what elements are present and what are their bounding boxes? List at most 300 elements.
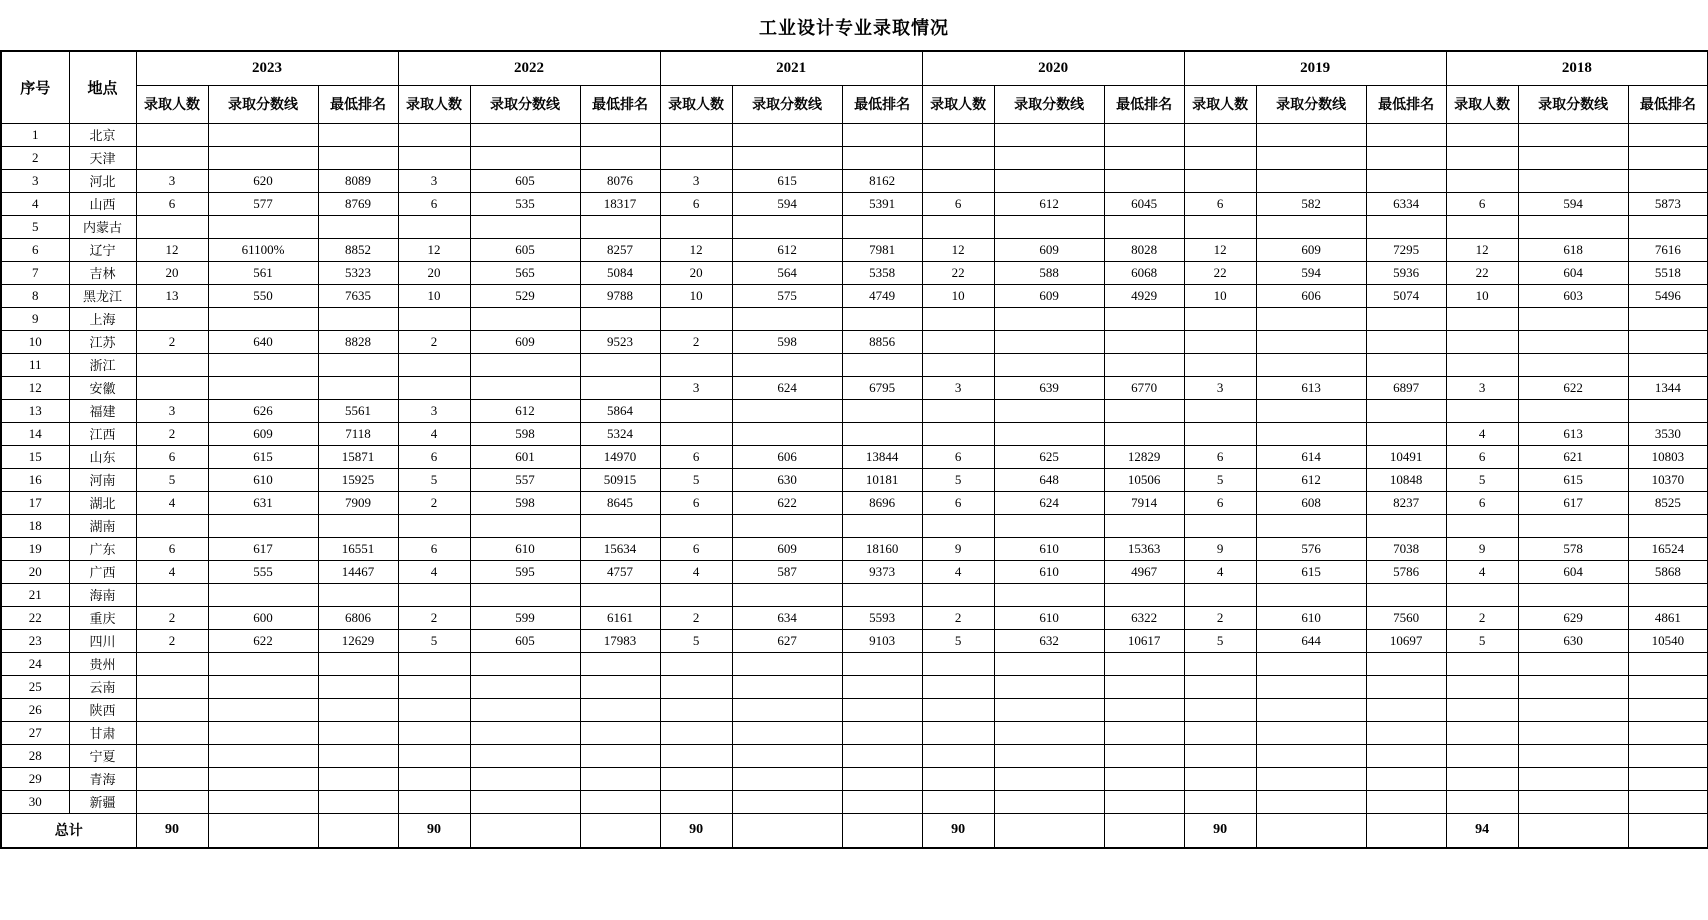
data-cell: 2: [136, 330, 208, 353]
data-cell: [580, 675, 660, 698]
data-cell: [1628, 307, 1708, 330]
row-location: 湖北: [69, 491, 136, 514]
data-cell: [1256, 146, 1366, 169]
data-cell: [1446, 514, 1518, 537]
data-cell: 13: [136, 284, 208, 307]
data-cell: 605: [470, 169, 580, 192]
table-row: [1, 721, 1708, 744]
data-cell: 6770: [1104, 376, 1184, 399]
data-cell: 648: [994, 468, 1104, 491]
data-cell: [1446, 169, 1518, 192]
subheader: 录取人数: [1184, 85, 1256, 123]
data-cell: [1628, 353, 1708, 376]
data-cell: [660, 652, 732, 675]
data-cell: [732, 721, 842, 744]
data-cell: [842, 721, 922, 744]
data-cell: [208, 583, 318, 606]
totals-cell: [1256, 813, 1366, 848]
row-location: 广东: [69, 537, 136, 560]
data-cell: [842, 146, 922, 169]
data-cell: 22: [922, 261, 994, 284]
data-cell: [1184, 721, 1256, 744]
data-cell: [1256, 307, 1366, 330]
data-cell: [1628, 215, 1708, 238]
data-cell: 6045: [1104, 192, 1184, 215]
data-cell: 613: [1518, 422, 1628, 445]
data-cell: [1446, 675, 1518, 698]
data-cell: 4757: [580, 560, 660, 583]
data-cell: 612: [1256, 468, 1366, 491]
data-cell: 22: [1446, 261, 1518, 284]
table-row: [1, 123, 1708, 146]
data-cell: [994, 721, 1104, 744]
data-cell: 6: [1184, 445, 1256, 468]
data-cell: 18317: [580, 192, 660, 215]
data-cell: [208, 744, 318, 767]
data-cell: 535: [470, 192, 580, 215]
data-cell: [1518, 123, 1628, 146]
data-cell: 6: [136, 192, 208, 215]
row-location: 云南: [69, 675, 136, 698]
subheader: 最低排名: [318, 85, 398, 123]
data-cell: [1628, 744, 1708, 767]
data-cell: [842, 698, 922, 721]
data-cell: [922, 422, 994, 445]
data-cell: 5873: [1628, 192, 1708, 215]
row-location: 青海: [69, 767, 136, 790]
data-cell: [994, 146, 1104, 169]
data-cell: [470, 698, 580, 721]
data-cell: 561: [208, 261, 318, 284]
totals-cell: [580, 813, 660, 848]
data-cell: [318, 514, 398, 537]
data-cell: 7038: [1366, 537, 1446, 560]
data-cell: [318, 652, 398, 675]
data-cell: [1628, 514, 1708, 537]
data-cell: 6: [922, 445, 994, 468]
row-index: 7: [1, 261, 69, 284]
data-cell: [470, 721, 580, 744]
data-cell: 644: [1256, 629, 1366, 652]
data-cell: [580, 123, 660, 146]
data-cell: 2: [660, 606, 732, 629]
row-location: 黑龙江: [69, 284, 136, 307]
totals-cell: [1366, 813, 1446, 848]
data-cell: [1628, 330, 1708, 353]
data-cell: [732, 123, 842, 146]
data-cell: [318, 721, 398, 744]
data-cell: [842, 399, 922, 422]
data-cell: [136, 307, 208, 330]
data-cell: [1446, 721, 1518, 744]
data-cell: [1366, 146, 1446, 169]
data-cell: [1366, 422, 1446, 445]
data-cell: [136, 215, 208, 238]
row-index: 10: [1, 330, 69, 353]
data-cell: 3: [1446, 376, 1518, 399]
data-cell: [1366, 123, 1446, 146]
data-cell: [1184, 422, 1256, 445]
row-index: 17: [1, 491, 69, 514]
data-cell: [1446, 146, 1518, 169]
data-cell: [732, 583, 842, 606]
data-cell: [1104, 399, 1184, 422]
data-cell: [994, 652, 1104, 675]
data-cell: [318, 376, 398, 399]
row-index: 11: [1, 353, 69, 376]
data-cell: 4: [136, 491, 208, 514]
data-cell: 601: [470, 445, 580, 468]
data-cell: 605: [470, 629, 580, 652]
data-cell: [398, 652, 470, 675]
data-cell: [922, 744, 994, 767]
data-cell: 550: [208, 284, 318, 307]
data-cell: 22: [1184, 261, 1256, 284]
data-cell: 595: [470, 560, 580, 583]
data-cell: 575: [732, 284, 842, 307]
data-cell: 10: [398, 284, 470, 307]
data-cell: 6: [922, 192, 994, 215]
data-cell: [1104, 698, 1184, 721]
row-location: 河北: [69, 169, 136, 192]
data-cell: 6: [660, 445, 732, 468]
data-cell: 608: [1256, 491, 1366, 514]
data-cell: 5: [1446, 468, 1518, 491]
data-cell: [1256, 330, 1366, 353]
data-cell: [1446, 399, 1518, 422]
data-cell: 632: [994, 629, 1104, 652]
data-cell: 10848: [1366, 468, 1446, 491]
year-header-2019: 2019: [1184, 51, 1446, 85]
row-location: 湖南: [69, 514, 136, 537]
data-cell: 3: [660, 169, 732, 192]
data-cell: 3: [922, 376, 994, 399]
data-cell: [1518, 675, 1628, 698]
data-cell: 3: [660, 376, 732, 399]
data-cell: 610: [470, 537, 580, 560]
data-cell: 10540: [1628, 629, 1708, 652]
data-cell: [470, 675, 580, 698]
data-cell: [398, 767, 470, 790]
row-location: 江西: [69, 422, 136, 445]
data-cell: 5868: [1628, 560, 1708, 583]
subheader: 最低排名: [1628, 85, 1708, 123]
data-cell: 624: [994, 491, 1104, 514]
data-cell: [732, 744, 842, 767]
data-cell: [1104, 675, 1184, 698]
data-cell: [1256, 353, 1366, 376]
data-cell: [922, 698, 994, 721]
subheader: 最低排名: [842, 85, 922, 123]
data-cell: 6: [398, 537, 470, 560]
row-index: 16: [1, 468, 69, 491]
data-cell: 10803: [1628, 445, 1708, 468]
data-cell: [1256, 767, 1366, 790]
data-cell: [470, 583, 580, 606]
data-cell: 630: [1518, 629, 1628, 652]
data-cell: [842, 123, 922, 146]
data-cell: 15634: [580, 537, 660, 560]
data-cell: [580, 215, 660, 238]
data-cell: 625: [994, 445, 1104, 468]
data-cell: [318, 123, 398, 146]
data-cell: 564: [732, 261, 842, 284]
data-cell: [1256, 399, 1366, 422]
row-location: 吉林: [69, 261, 136, 284]
data-cell: [1256, 583, 1366, 606]
data-cell: [842, 422, 922, 445]
row-location: 重庆: [69, 606, 136, 629]
table-row: [1, 330, 1708, 353]
row-location: 山东: [69, 445, 136, 468]
data-cell: [1366, 744, 1446, 767]
data-cell: [1518, 767, 1628, 790]
data-cell: 4967: [1104, 560, 1184, 583]
data-cell: [1518, 353, 1628, 376]
data-cell: [732, 146, 842, 169]
table-row: [1, 399, 1708, 422]
data-cell: 5: [922, 629, 994, 652]
data-cell: [208, 767, 318, 790]
row-index: 26: [1, 698, 69, 721]
data-cell: [398, 307, 470, 330]
data-cell: [660, 767, 732, 790]
row-index: 8: [1, 284, 69, 307]
data-cell: 10617: [1104, 629, 1184, 652]
data-cell: 10506: [1104, 468, 1184, 491]
data-cell: 606: [732, 445, 842, 468]
data-cell: [1366, 514, 1446, 537]
data-cell: [994, 307, 1104, 330]
data-cell: [1104, 721, 1184, 744]
data-cell: [1256, 652, 1366, 675]
data-cell: [660, 698, 732, 721]
row-index: 18: [1, 514, 69, 537]
data-cell: [1366, 583, 1446, 606]
row-location: 宁夏: [69, 744, 136, 767]
data-cell: [922, 330, 994, 353]
data-cell: 6897: [1366, 376, 1446, 399]
data-cell: 631: [208, 491, 318, 514]
data-cell: [994, 583, 1104, 606]
data-cell: 615: [732, 169, 842, 192]
data-cell: 18160: [842, 537, 922, 560]
data-cell: [1184, 123, 1256, 146]
data-cell: [318, 307, 398, 330]
data-cell: [842, 790, 922, 813]
data-cell: [732, 652, 842, 675]
data-cell: 610: [994, 537, 1104, 560]
data-cell: 5: [1184, 468, 1256, 491]
data-cell: [1446, 330, 1518, 353]
data-cell: [1104, 652, 1184, 675]
data-cell: 5864: [580, 399, 660, 422]
subheader: 录取人数: [922, 85, 994, 123]
data-cell: [1628, 146, 1708, 169]
data-cell: 622: [732, 491, 842, 514]
subheader: 录取分数线: [470, 85, 580, 123]
data-cell: [994, 767, 1104, 790]
admissions-table: [0, 50, 1708, 849]
data-cell: [1446, 698, 1518, 721]
data-cell: 4: [1446, 422, 1518, 445]
data-cell: 12: [136, 238, 208, 261]
data-cell: [398, 583, 470, 606]
data-cell: 2: [136, 629, 208, 652]
data-cell: 609: [470, 330, 580, 353]
subheader: 录取分数线: [1518, 85, 1628, 123]
row-index: 12: [1, 376, 69, 399]
data-cell: 639: [994, 376, 1104, 399]
subheader: 录取分数线: [208, 85, 318, 123]
data-cell: [1518, 514, 1628, 537]
data-cell: 598: [470, 491, 580, 514]
data-cell: 5391: [842, 192, 922, 215]
data-cell: [318, 698, 398, 721]
table-row: [1, 422, 1708, 445]
table-body: [1, 123, 1708, 813]
row-index: 21: [1, 583, 69, 606]
data-cell: 615: [1256, 560, 1366, 583]
data-cell: [1256, 514, 1366, 537]
data-cell: [318, 146, 398, 169]
data-cell: 2: [136, 422, 208, 445]
subheader: 录取人数: [1446, 85, 1518, 123]
data-cell: 5: [398, 468, 470, 491]
data-cell: [1628, 399, 1708, 422]
data-cell: 4: [922, 560, 994, 583]
data-cell: 603: [1518, 284, 1628, 307]
table-row: [1, 491, 1708, 514]
data-cell: [136, 767, 208, 790]
data-cell: 15363: [1104, 537, 1184, 560]
data-cell: [732, 675, 842, 698]
data-cell: [1104, 422, 1184, 445]
data-cell: 12: [1184, 238, 1256, 261]
table-row: [1, 514, 1708, 537]
data-cell: [398, 146, 470, 169]
data-cell: [842, 767, 922, 790]
data-cell: [136, 583, 208, 606]
data-cell: 9: [922, 537, 994, 560]
data-cell: 12: [922, 238, 994, 261]
data-cell: [1366, 353, 1446, 376]
data-cell: 15925: [318, 468, 398, 491]
data-cell: [732, 790, 842, 813]
data-cell: 5: [922, 468, 994, 491]
data-cell: [1184, 583, 1256, 606]
data-cell: [398, 376, 470, 399]
data-cell: [398, 790, 470, 813]
data-cell: 618: [1518, 238, 1628, 261]
data-cell: 4: [1446, 560, 1518, 583]
data-cell: [660, 399, 732, 422]
data-cell: 8089: [318, 169, 398, 192]
data-cell: 2: [398, 330, 470, 353]
data-cell: 20: [136, 261, 208, 284]
data-cell: 4: [1184, 560, 1256, 583]
totals-cell: [842, 813, 922, 848]
data-cell: [1518, 744, 1628, 767]
data-cell: [1518, 146, 1628, 169]
data-cell: [922, 767, 994, 790]
data-cell: [136, 652, 208, 675]
data-cell: 4: [136, 560, 208, 583]
data-cell: 5496: [1628, 284, 1708, 307]
data-cell: [580, 721, 660, 744]
data-cell: 577: [208, 192, 318, 215]
row-index: 22: [1, 606, 69, 629]
row-location: 河南: [69, 468, 136, 491]
data-cell: [994, 790, 1104, 813]
data-cell: [318, 767, 398, 790]
row-index: 9: [1, 307, 69, 330]
data-cell: 578: [1518, 537, 1628, 560]
data-cell: 6: [1446, 192, 1518, 215]
data-cell: [732, 353, 842, 376]
data-cell: [1104, 169, 1184, 192]
table-row: [1, 767, 1708, 790]
data-cell: 4749: [842, 284, 922, 307]
data-cell: 604: [1518, 261, 1628, 284]
subheader: 录取分数线: [732, 85, 842, 123]
row-location: 辽宁: [69, 238, 136, 261]
table-header: [1, 51, 1708, 123]
data-cell: 7909: [318, 491, 398, 514]
data-cell: [470, 353, 580, 376]
data-cell: [208, 215, 318, 238]
data-cell: [1104, 123, 1184, 146]
data-cell: [136, 675, 208, 698]
table-row: [1, 790, 1708, 813]
data-cell: [470, 514, 580, 537]
year-header-2023: 2023: [136, 51, 398, 85]
data-cell: [1446, 353, 1518, 376]
data-cell: 5323: [318, 261, 398, 284]
data-cell: [922, 652, 994, 675]
data-cell: [1366, 307, 1446, 330]
data-cell: 6795: [842, 376, 922, 399]
data-cell: 10181: [842, 468, 922, 491]
data-cell: [318, 353, 398, 376]
data-cell: 6: [660, 491, 732, 514]
row-location: 内蒙古: [69, 215, 136, 238]
totals-cell: [994, 813, 1104, 848]
data-cell: [470, 146, 580, 169]
subheader: 最低排名: [1366, 85, 1446, 123]
data-cell: [994, 215, 1104, 238]
data-cell: [1256, 169, 1366, 192]
data-cell: 61100%: [208, 238, 318, 261]
data-cell: 624: [732, 376, 842, 399]
data-cell: 626: [208, 399, 318, 422]
data-cell: 14467: [318, 560, 398, 583]
data-cell: 8257: [580, 238, 660, 261]
data-cell: [1628, 652, 1708, 675]
data-cell: [318, 675, 398, 698]
data-cell: 5084: [580, 261, 660, 284]
totals-cell: 90: [1184, 813, 1256, 848]
totals-label: 总计: [1, 813, 136, 848]
data-cell: 8076: [580, 169, 660, 192]
table-row: [1, 284, 1708, 307]
data-cell: [842, 583, 922, 606]
data-cell: 20: [398, 261, 470, 284]
totals-cell: 90: [398, 813, 470, 848]
table-row: [1, 583, 1708, 606]
data-cell: [580, 514, 660, 537]
data-cell: [208, 698, 318, 721]
